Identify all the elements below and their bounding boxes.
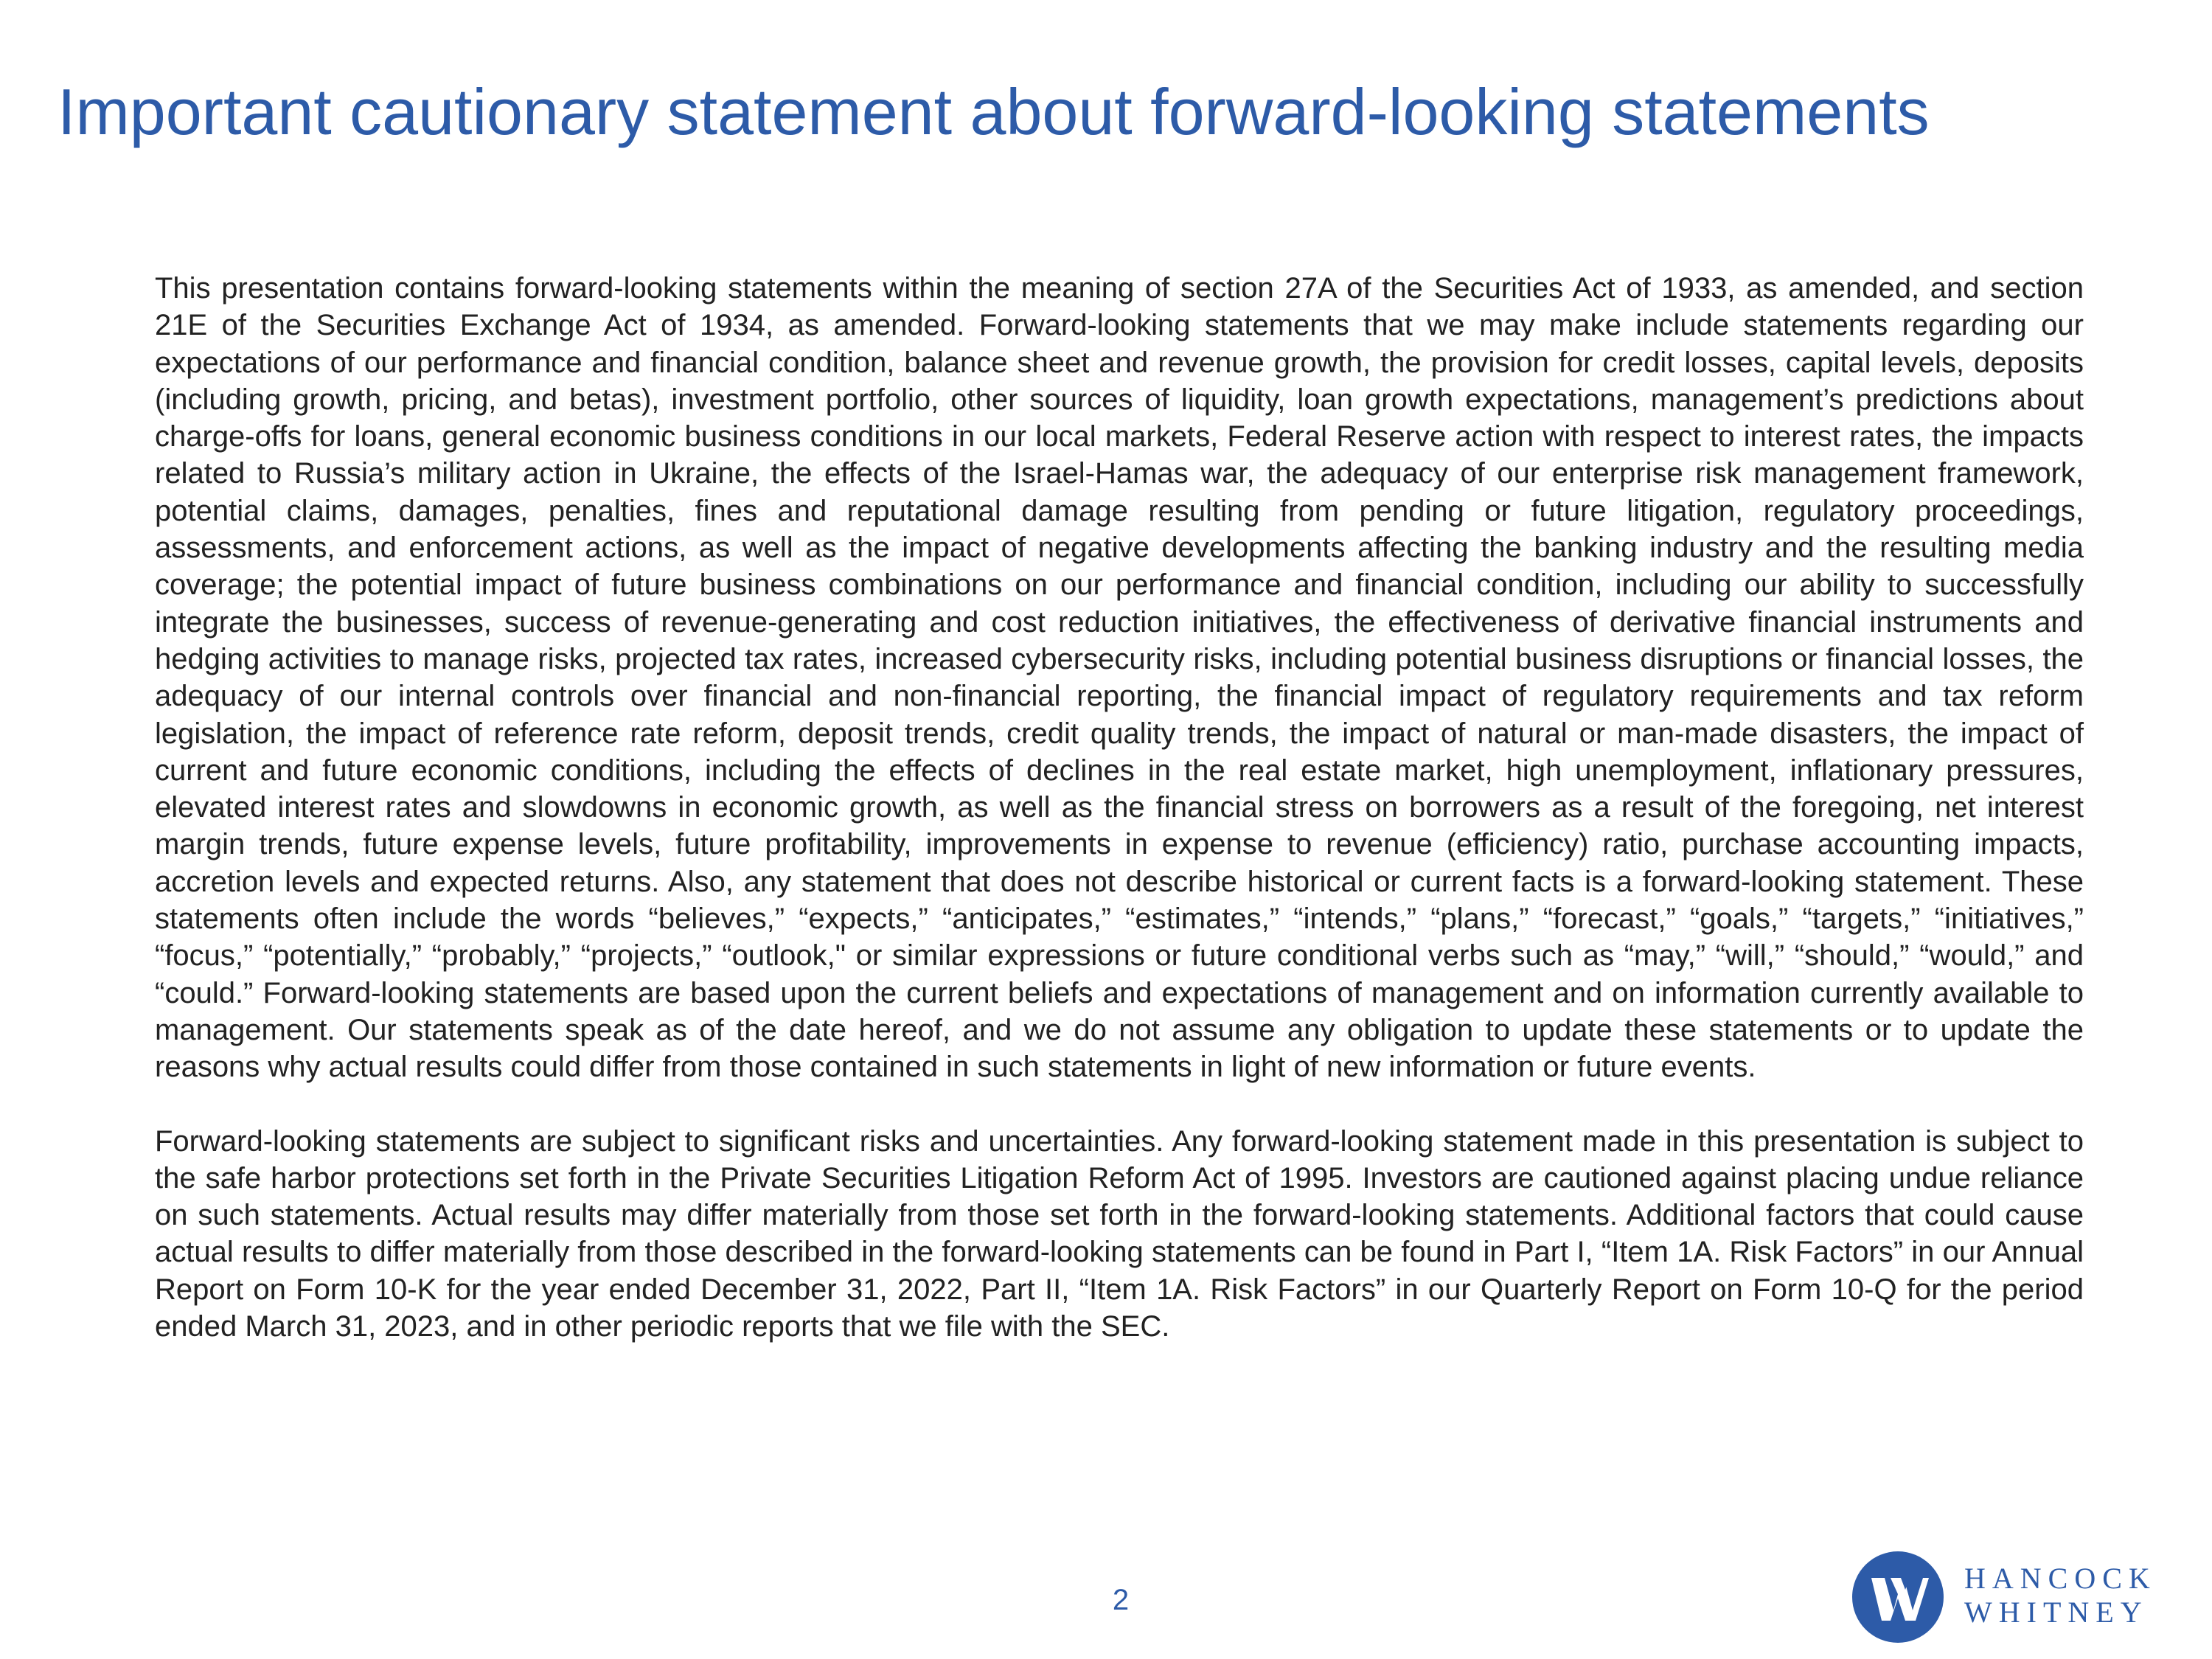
- page-number: 2: [1112, 1584, 1130, 1616]
- hancock-whitney-logo-mark-icon: [1852, 1551, 1944, 1643]
- disclaimer-paragraph-1: This presentation contains forward-looking statements within the meaning of section 27A of the Securities Act of 1933, as amended, and section 21E of the Securities Exchange Act of 1934, as amended. Forward-looking statements that we may make include statements regarding our expectations of our performance and financial condition, balance sheet and revenue growth, the provision for credit losses, capital levels, deposits (including growth, pricing, and betas), investment portfolio, other sources of liquidity, loan growth expectations, management’s predictions about charge-offs for loans, general economic business conditions in our local markets, Federal Reserve action with respect to interest rates, the impacts related to Russia’s military action in Ukraine, the effects of the Israel-Hamas war, the adequacy of our enterprise risk management framework, potential claims, damages, penalties, fines and reputational damage resulting from pending or future litigation, regulatory proceedings, assessments, and enforcement actions, as well as the impact of negative developments affecting the banking industry and the resulting media coverage; the potential impact of future business combinations on our performance and financial condition, including our ability to successfully integrate the businesses, success of revenue-generating and cost reduction initiatives, the effectiveness of derivative financial instruments and hedging activities to manage risks, projected tax rates, increased cybersecurity risks, including potential business disruptions or financial losses, the adequacy of our internal controls over financial and non-financial reporting, the financial impact of regulatory requirements and tax reform legislation, the impact of reference rate reform, deposit trends, credit quality trends, the impact of natural or man-made disasters, the impact of current and future economic conditions, including the effects of declines in the real estate market, high unemployment, inflationary pressures, elevated interest rates and slowdowns in economic growth, as well as the financial stress on borrowers as a result of the foregoing, net interest margin trends, future expense levels, future profitability, improvements in expense to revenue (efficiency) ratio, purchase accounting impacts, accretion levels and expected returns. Also, any statement that does not describe historical or current facts is a forward-looking statement. These statements often include the words “believes,” “expects,” “anticipates,” “estimates,” “intends,” “plans,” “forecast,” “goals,” “targets,” “initiatives,” “focus,” “potentially,” “probably,” “projects,” “outlook," or similar expressions or future conditional verbs such as “may,” “will,” “should,” “would,” and “could.” Forward-looking statements are based upon the current beliefs and expectations of management and on information currently available to management. Our statements speak as of the date hereof, and we do not assume any obligation to update these statements or to update the reasons why actual results could differ from those contained in such statements in light of new information or future events.: [155, 272, 2084, 1084]
- page-title: Important cautionary statement about forward-looking statements: [58, 75, 1930, 148]
- disclaimer-paragraph-2: Forward-looking statements are subject to significant risks and uncertainties. Any forward-looking statement made in this presentation is subject to the safe harbor protections set forth in the Private Securities Litigation Reform Act of 1995. Investors are cautioned against placing undue reliance on such statements. Actual results may differ materially from those set forth in the forward-looking statements. Additional factors that could cause actual results to differ materially from those described in the forward-looking statements can be found in Part I, “Item 1A. Risk Factors” in our Annual Report on Form 10-K for the year ended December 31, 2022, Part II, “Item 1A. Risk Factors” in our Quarterly Report on Form 10-Q for the period ended March 31, 2023, and in other periodic reports that we file with the SEC.: [155, 1124, 2084, 1343]
- logo-wordmark: [1964, 1562, 2157, 1630]
- disclaimer-body: [155, 270, 2084, 1345]
- company-logo: [1852, 1545, 2177, 1641]
- logo-wordmark-line-2: WHITNEY: [1964, 1596, 2149, 1629]
- logo-wordmark-line-1: HANCOCK: [1964, 1562, 2157, 1595]
